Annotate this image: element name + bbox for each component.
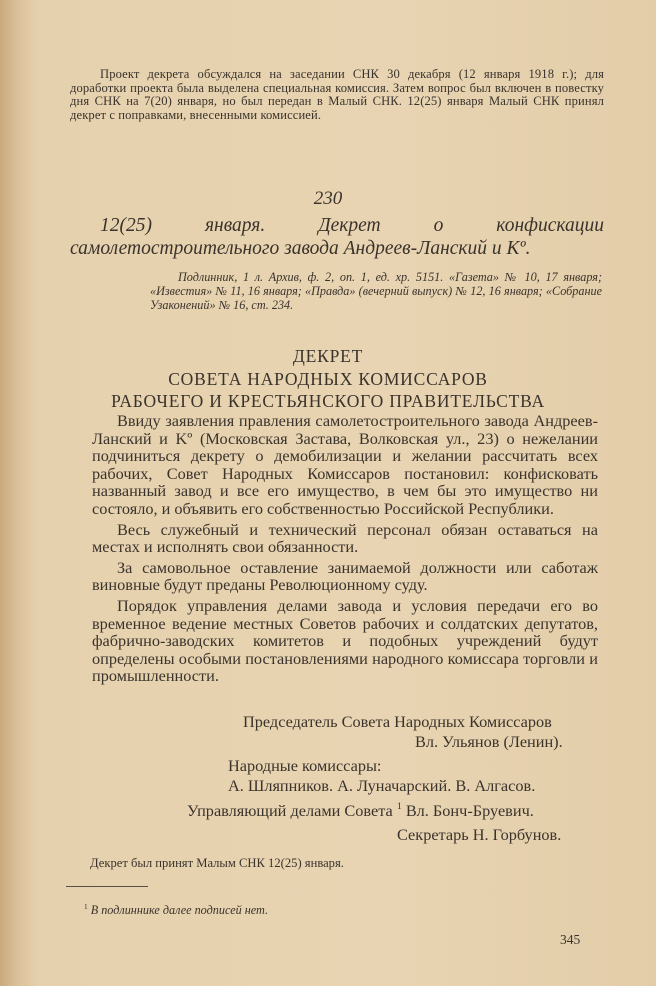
document-heading: 12(25) января. Декрет о конфискации самолетостроительного завода Андреев-Ланский и Kº.	[70, 215, 604, 259]
chair-name: Вл. Ульянов (Ленин).	[415, 732, 563, 751]
footnote-text: В подлиннике далее подписей нет.	[90, 903, 269, 917]
decree-title-line: ДЕКРЕТ	[292, 346, 364, 366]
manager-signature	[187, 802, 534, 820]
intro-note: Проект декрета обсуждался на заседании СНК 30 декабря (12 января 1918 г.); для доработки проекта была выделена специальная комиссия. Затем вопрос был включен в повестку дня СНК на 7(20) января, но был передан в Малый СНК. 12(25) января Малый СНК принял декрет с поправками, внесенными комиссией.	[70, 67, 604, 122]
decree-paragraph: Весь служебный и технический персонал обязан оставаться на местах и исполнять свои обязанности.	[92, 519, 598, 557]
commissars-label: Народные комиссары:	[228, 756, 382, 775]
document-number: 230	[313, 188, 343, 209]
decree-paragraph: Ввиду заявления правления самолетостроительного завода Андреев-Ланский и Kº (Московская Застава, Волковская ул., 23) о нежелании подчиниться декрету о демобилизации и желании рассчитать всех рабочих, Совет Народных Комиссаров постановил: конфисковать названный завод и все его имущество, в чем бы это имущество ни состояло, и объявить его собственностью Российской Республики.	[92, 411, 598, 518]
decree-title-line: РАБОЧЕГО И КРЕСТЬЯНСКОГО ПРАВИТЕЛЬСТВА	[111, 391, 545, 411]
page-number: 345	[560, 932, 581, 947]
chair-title: Председатель Совета Народных Комиссаров	[243, 712, 552, 731]
decree-title	[0, 345, 656, 413]
decree-body	[92, 412, 598, 688]
footnote-ref: 1	[396, 801, 402, 813]
footnote-mark: 1	[84, 901, 88, 911]
footnote-divider	[66, 886, 148, 887]
decree-paragraph: Порядок управления делами завода и условия передачи его во временное ведение местных Советов рабочих и солдатских депутатов, фабрично-заводских комитетов и подобных учреждений будут определены особыми постановлениями народного комиссара торговли и промышленности.	[92, 595, 598, 686]
manager-name: Вл. Бонч-Бруевич.	[405, 801, 534, 820]
decree-paragraph: За самовольное оставление занимаемой должности или саботаж виновные будут преданы Революционному суду.	[92, 557, 598, 595]
final-note: Декрет был принят Малым СНК 12(25) января.	[90, 856, 344, 870]
archival-sources: Подлинник, 1 л. Архив, ф. 2, оп. 1, ед. хр. 5151. «Газета» № 10, 17 января; «Известия» № 11, 16 января; «Правда» (вечерний выпуск) № 12, 16 января; «Собрание Узаконений» № 16, ст. 234.	[150, 270, 602, 313]
footnote	[84, 903, 584, 917]
manager-title: Управляющий делами Совета	[187, 801, 393, 820]
decree-title-line: СОВЕТА НАРОДНЫХ КОМИССАРОВ	[168, 368, 488, 389]
secretary-signature: Секретарь Н. Горбунов.	[397, 825, 562, 844]
commissars-names: А. Шляпников. А. Луначарский. В. Алгасов.	[228, 776, 536, 795]
